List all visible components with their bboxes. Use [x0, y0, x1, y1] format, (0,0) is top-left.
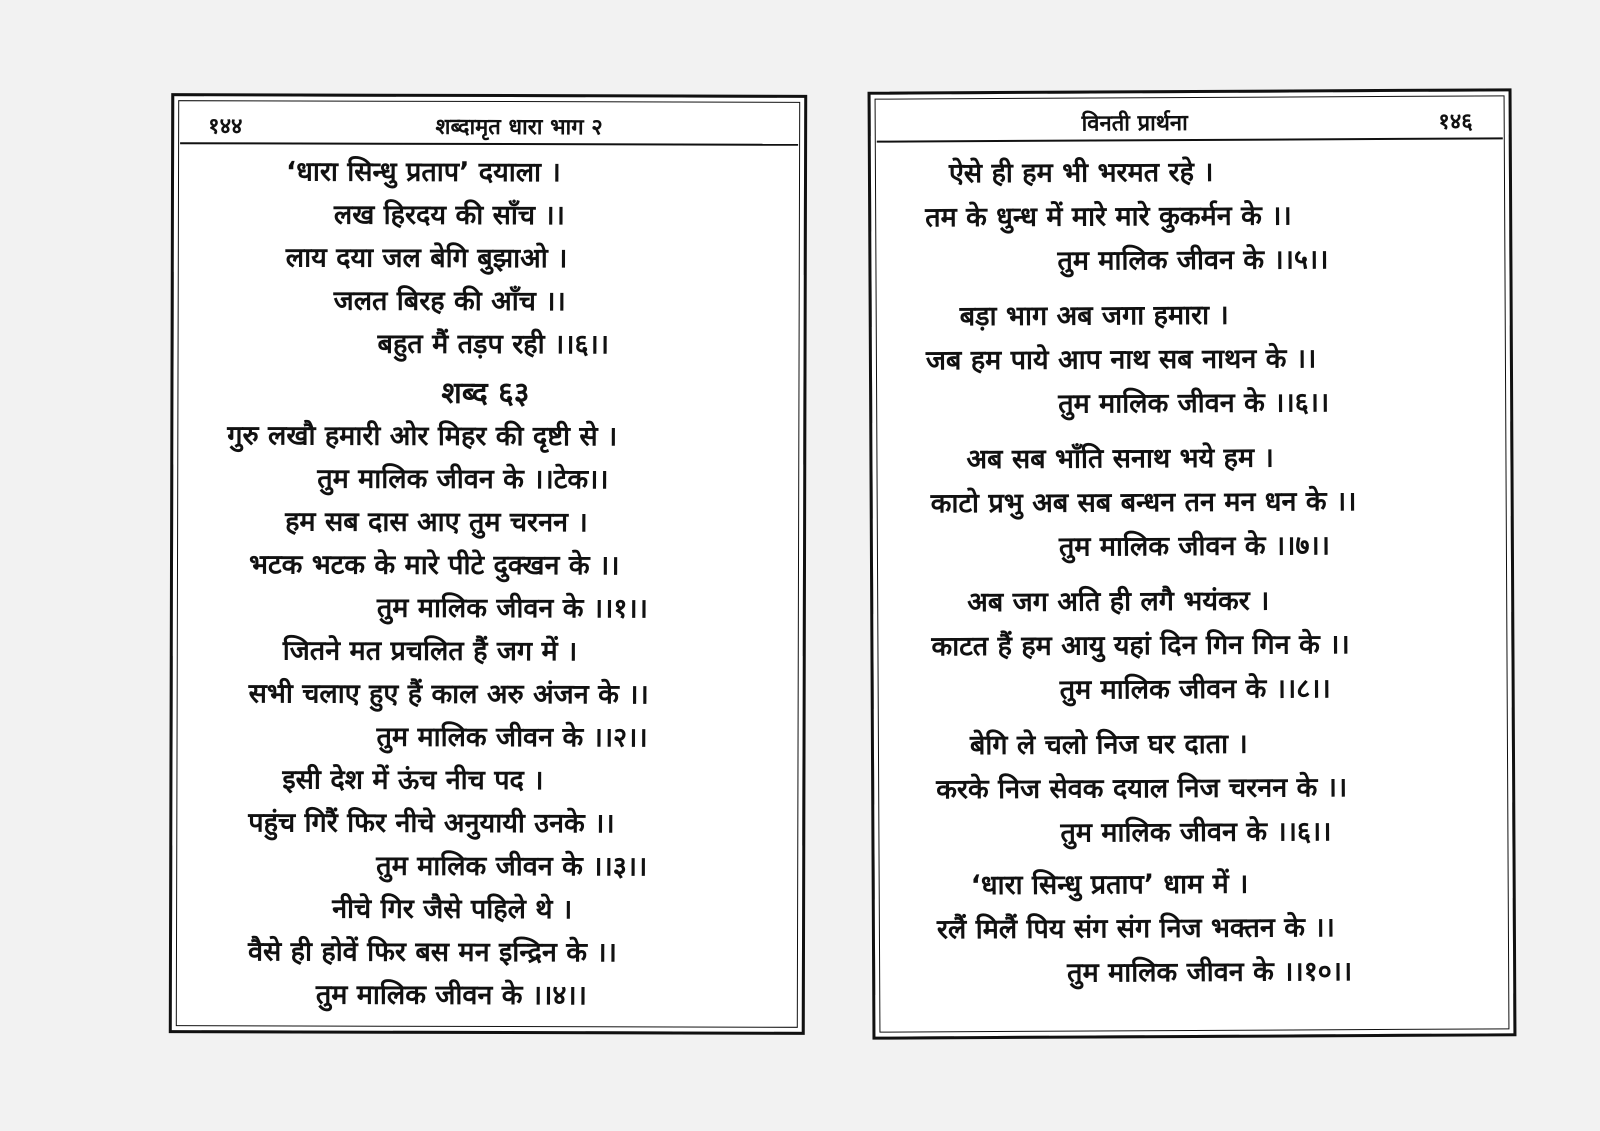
- verse-line: तुम मालिक जीवन के ।।८।।: [1059, 673, 1331, 706]
- left-page: [169, 93, 807, 1035]
- left-page-text: [174, 152, 804, 1012]
- verse-line: वैसे ही होवें फिर बस मन इन्द्रिन के ।।: [247, 936, 617, 969]
- verse-line: तुम मालिक जीवन के ।।२।।: [376, 721, 648, 754]
- right-page-text: [871, 147, 1509, 989]
- verse-line: बेगि ले चलो निज घर दाता ।: [969, 728, 1248, 762]
- verse-line: ‘धारा सिन्धु प्रताप’ धाम में ।: [970, 868, 1249, 902]
- verse-line: तुम मालिक जीवन के ।।टेक।।: [317, 463, 609, 496]
- verse-line: तुम मालिक जीवन के ।।५।।: [1057, 244, 1329, 277]
- verse-line: ‘धारा सिन्धु प्रताप’ दयाला ।: [285, 156, 561, 189]
- verse-line: हम सब दास आए तुम चरनन ।: [285, 506, 588, 539]
- verse-line: तुम मालिक जीवन के ।।६।।: [1060, 816, 1332, 849]
- verse-line: काटो प्रभु अब सब बन्धन तन मन धन के ।।: [930, 486, 1357, 520]
- verse-line: ऐसे ही हम भी भरमत रहे ।: [948, 156, 1214, 190]
- verse-line: तुम मालिक जीवन के ।।७।।: [1058, 530, 1331, 563]
- verse-line: बहुत मैं तड़प रही ।।६।।: [377, 328, 610, 361]
- verse-line: तुम मालिक जीवन के ।।१।।: [376, 592, 648, 625]
- verse-line: लख हिरदय की साँच ।।: [333, 199, 565, 232]
- verse-line: पहुंच गिरैं फिर नीचे अनुयायी उनके ।।: [248, 807, 615, 840]
- right-page-header: [877, 97, 1503, 142]
- verse-line: नीचे गिर जैसे पहिले थे ।: [332, 893, 573, 926]
- verse-line: अब जग अति ही लगै भयंकर ।: [967, 585, 1270, 619]
- verse-line: तुम मालिक जीवन के ।।३।।: [376, 850, 648, 883]
- verse-line: तुम मालिक जीवन के ।।१०।।: [1067, 956, 1353, 989]
- verse-line: करके निज सेवक दयाल निज चरनन के ।।: [936, 772, 1348, 806]
- verse-line: तम के धुन्ध में मारे मारे कुकर्मन के ।।: [925, 200, 1292, 234]
- left-running-title: शब्दामृत धारा भाग २: [435, 114, 603, 141]
- verse-line: तुम मालिक जीवन के ।।६।।: [1058, 387, 1330, 420]
- verse-line: जब हम पाये आप नाथ सब नाथन के ।।: [925, 343, 1317, 377]
- left-page-number: १४४: [208, 114, 243, 140]
- right-page-number: १४६: [1438, 109, 1473, 135]
- verse-line: सभी चलाए हुए हैं काल अरु अंजन के ।।: [248, 678, 649, 711]
- verse-line: अब सब भाँति सनाथ भये हम ।: [966, 442, 1274, 476]
- right-running-title: विनती प्रार्थना: [1081, 111, 1188, 137]
- verse-line: रलैं मिलैं पिय संग संग निज भक्तन के ।।: [936, 912, 1335, 946]
- left-page-header: [180, 102, 798, 146]
- verse-line: काटत हैं हम आयु यहां दिन गिन गिन के ।।: [931, 629, 1350, 663]
- verse-line: तुम मालिक जीवन के ।।४।।: [315, 979, 587, 1012]
- verse-line: भटक भटक के मारे पीटे दुक्खन के ।।: [248, 549, 620, 582]
- verse-line: गुरु लखौ हमारी ओर मिहर की दृष्टी से ।: [227, 420, 618, 453]
- verse-line: जितने मत प्रचलित हैं जग में ।: [282, 635, 578, 668]
- right-page: [868, 88, 1517, 1039]
- verse-line: जलत बिरह की आँच ।।: [333, 285, 566, 318]
- verse-line: लाय दया जल बेगि बुझाओ ।: [285, 242, 568, 275]
- shabd-heading: शब्द ६३: [441, 375, 530, 412]
- verse-line: बड़ा भाग अब जगा हमारा ।: [959, 299, 1229, 333]
- verse-line: इसी देश में ऊंच नीच पद ।: [282, 764, 544, 797]
